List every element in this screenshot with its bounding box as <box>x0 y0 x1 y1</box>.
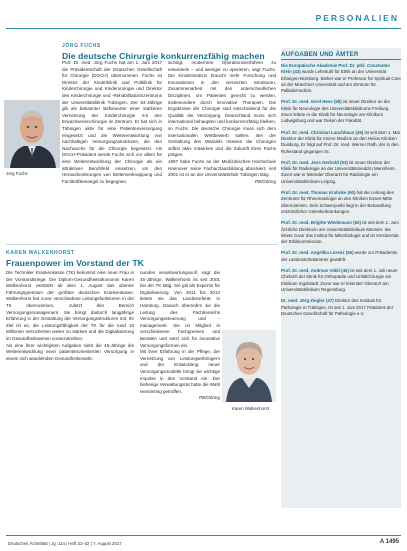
article1-column-2 <box>168 60 276 185</box>
article1-column-1 <box>62 60 162 185</box>
section-label: PERSONALIEN <box>315 13 399 23</box>
sidebar-entry: Prof. Dr. med. Angelika Lorenz (55) wurde zur Präsidentin der Landesärztekammer gewählt. <box>281 250 398 262</box>
sidebar-rule <box>281 59 401 60</box>
sidebar-appointments <box>281 48 401 508</box>
page-number: A 1495 <box>379 539 399 545</box>
portrait-karen-walkenhorst-icon <box>222 330 276 402</box>
sidebar-title: AUFGABEN UND ÄMTER <box>281 51 359 58</box>
article-divider <box>6 244 278 245</box>
portrait-joerg-fuchs-icon <box>4 100 60 168</box>
portrait-photo-joerg-fuchs <box>4 100 60 168</box>
sidebar-entry: Prof. Dr. med. Brigitte Wiedemann (60) ist seit dem 1. Juni Ärztliche Direktorin am Universitätsklinikum Münster. Sie leitete zuvor das Institut für Mikrobiologie und ist Vorsitzende der Ethikkommission. <box>281 220 399 245</box>
page-header <box>0 0 407 30</box>
photo-caption-karen-walkenhorst: Karen Walkenhorst <box>232 406 270 411</box>
footer-rule <box>6 535 401 536</box>
article1-paragraph: 1997 habe Fuchs an der Medizinischen Hochschule Hannover seine Facharztausbildung absolviert, seit 2001 ist er an der Universitätsklinik Tübingen tätig. <box>168 158 276 178</box>
article1-paragraph: Prof. Dr. med. Jörg Fuchs hat am 1. Juni 2017 die Präsidentschaft der Deutschen Gesellschaft für Chirurgie (DGCH) übernommen. Fuchs ist Direktor der Kinderklinik und Poliklinik für Kinderchirurgie und Kinderurologie und Direktor des Kinderchirurgie und -Rehabilitationszentrums der Universitätsklinik Tübingen. Der 54-Jährige gilt als bekannter Befürworter einer stärkeren Vernetzung der Kinderchirurgie mit den Erwachsenenchirurgie im Zentrum. Er hat sich in Tübingen aktiv für eine Patientenversorgung eingesetzt und die Weiterentwicklung von nachhaltigen Versorgungsstrukturen, die den Nachwuchs für die Chirurgie begeistert. Als DGCH-Präsident werde Fuchs sich vor allem für eine Weiterentwicklung der Chirurgie als ein attraktives Berufsfeld einsetzen, um den Herausforderungen von Bettenverknappung und Fachkräftemangel zu begegnen. <box>62 60 162 184</box>
article2-paragraph: Mit ihrer Erfahrung in der Pflege, der Vernetzung von Leistungserbringern und der Entwicklung neuer Versorgungsmodelle bringt sie wichtige Impulse in den Vorstand ein. Der bisherige Verwaltungsrat hatte die Wahl einstimmig getroffen. <box>140 349 220 394</box>
article2-kicker: KAREN WALKENHORST <box>6 250 75 256</box>
article1-paragraph: sichtigt, modernere Operationsverfahren zu entwickeln – und weniger zu operieren, sagt Fuchs. Die Kindermedizin braucht mehr Forschung und Innovationen in den vernetzten Strukturen, Zusammenarbeit mit den unterschiedlichen Disziplinen, um Patienten gerecht zu werden, insbesondere durch innovative Therapien. Die Ergebnisse der Chirurgie sind entscheidend für die Qualität der Versorgung. Deutschland muss sich international behaupten und konkurrenzfähig bleiben, so Fuchs. Die deutsche Chirurgie muss sich dem internationalen Wettbewerb stellen. Bei der Gestaltung des Wandels müssen die Chirurgen selbst aktiv mitwirken und die Zukunft ihres Fachs prägen. <box>168 60 276 158</box>
photo-caption-joerg-fuchs: Jörg Fuchs <box>6 171 28 176</box>
article2-paragraph: Die Techniker Krankenkasse (TK) bekommt eine neue Frau in der Vorstandsriege. Die Diplom-Gesundheitsökonomin Karen Walkenhorst verstärkt ab dem 1. August das oberste Führungsgremium der größten deutschen Krankenkasse. Walkenhorst hat zuvor verschiedene Leitungsfunktionen in der TK übernommen, zuletzt den Bereich Versorgungsmanagement. Sie bringt dadurch langjährige Erfahrung in der Gestaltung der Versorgungsstrukturen mit. Ihr Ziel ist es, die Leistungsfähigkeit der TK für die rund 10 Millionen Versicherten weiter zu stärken und die Digitalisierung im Gesundheitswesen voranzutreiben. <box>6 270 134 341</box>
footer-citation: Deutsches Ärzteblatt | Jg. 114 | Heft 31–32 | 7. August 2017 <box>8 541 122 546</box>
sidebar-entry: Prof. Dr. med. Gerd Hess (58) ist neuer Direktor an der Klinik für Neurologie des Universitätsklinikums Freiburg. Zuvor leitete er die Klinik für Neurologie am Klinikum Ludwigsburg und war Dekan der Fakultät. <box>281 99 391 124</box>
sidebar-entry: Die Europäische Akademie Prof. Dr. phil. Constantin Klein (43) wurde Lehrstuhl für Ethik an der Universität Erlangen-Nürnberg. Bisher war er Professor für Spiritual Care an der Münchner Universität und am Zentrum für Palliativmedizin. <box>281 63 401 94</box>
article1-kicker: JÖRG FUCHS <box>62 43 101 49</box>
sidebar-entry: Prof. Dr. med. Jens Gerhold (53) ist neuer Direktor der Klinik für Radiologie an der Universitätsmedizin Mannheim. Zuvor war er leitender Oberarzt für Radiologie am Universitätsklinikum Leipzig. <box>281 159 396 184</box>
article2-headline: Frauenpower im Vorstand der TK <box>6 258 144 268</box>
sidebar-entry: Dr. med. Jörg Ziegler (47) Direktor des Instituts für Pathologie in Tübingen, ist seit 1. Juni 2017 Präsident der Deutschen Gesellschaft für Pathologie e.V. <box>281 298 394 316</box>
header-rule <box>6 28 401 29</box>
article2-paragraph: Als eine ihrer wichtigsten Aufgaben sieht die 45-Jährige die Weiterentwicklung einer patientenorientierten Versorgung in einem sich wandelnden Gesundheitsmarkt. <box>6 342 134 361</box>
sidebar-entry: Prof. Dr. med. Andreas Völkl (45) ist seit dem 1. Juli neuer Chefarzt der Klinik für Orthopädie und Unfallchirurgie am Klinikum Ingolstadt. Zuvor war er leitender Oberarzt am Universitätsklinikum Regensburg. <box>281 268 398 292</box>
article2-column-2 <box>140 270 220 402</box>
sidebar-entry: Prof. Dr. med. Christian Lauchhaus (45) ist seit dem 1. Mai Direktor der Klinik für Innere Medizin an den Helios Kliniken Duisburg. Er folgt auf Prof. Dr. med. Werner Rath, der in den Ruhestand gegangen ist. <box>281 129 400 154</box>
article2-author: PB/Göring <box>199 395 220 401</box>
article2-paragraph: nunden verantwortungsvoll, sagt die 45-Jährige. Walkenhorst ist seit 2001 bei der TK tätig. Sie gilt als Expertin für Digitalisierung. Von 2011 bis 2014 leitete sie das Landesreferat in Hamburg. Danach übernahm sie die Leitung des Fachbereichs Versorgungssteuerung und -management. Sie ist Mitglied in verschiedenen Fachgremien und Beiräten und setzt sich für innovative Versorgungsformen ein. <box>140 270 220 348</box>
portrait-photo-karen-walkenhorst <box>222 330 276 402</box>
article2-column-1 <box>6 270 134 362</box>
page-footer <box>0 535 407 551</box>
sidebar-entry: Prof. Dr. med. Thomas Krahnke (60) hat die Leitung des Zentrums für Rheumatologie an den Kliniken Essen-Mitte übernommen. Sein Schwerpunkt liegt in der Behandlung entzündlicher Gelenkerkrankungen. <box>281 190 394 214</box>
article1-headline: Die deutsche Chirurgie konkurrenzfähig machen <box>62 51 265 61</box>
sidebar-list <box>281 63 401 322</box>
article1-author: PB/Göring <box>255 178 276 184</box>
